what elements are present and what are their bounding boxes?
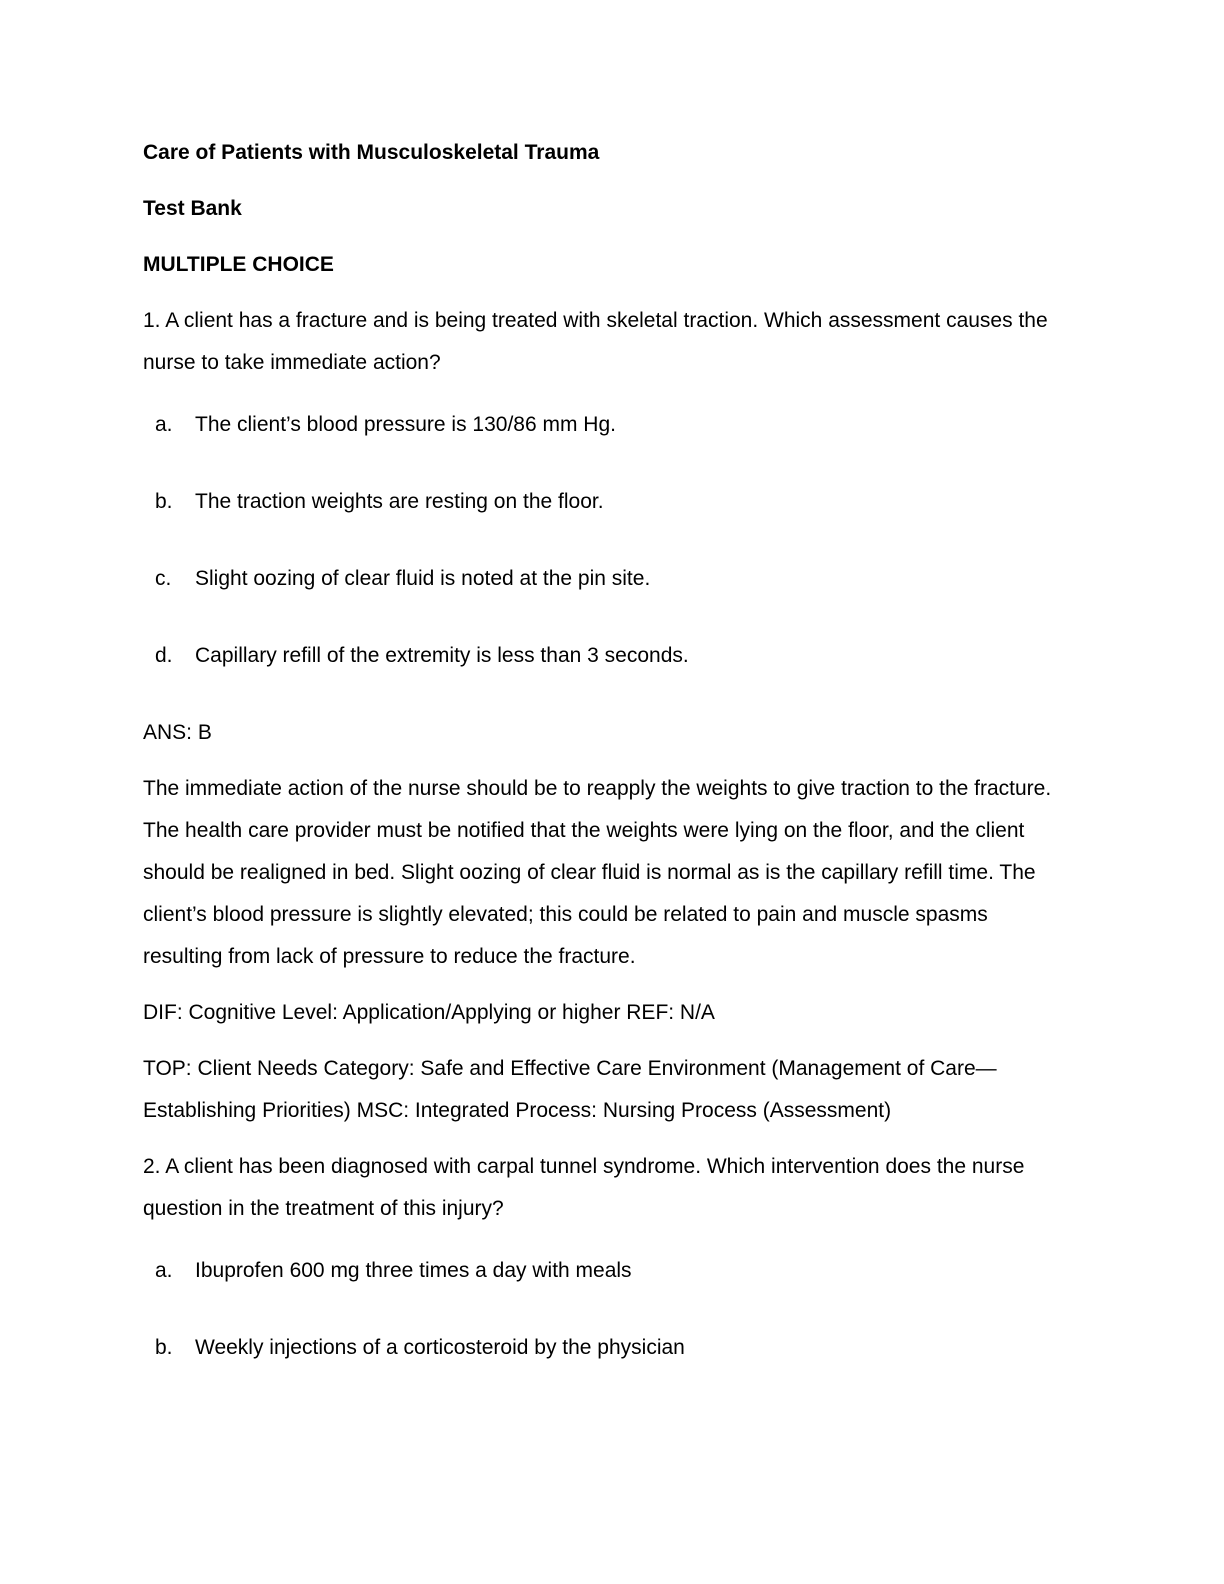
option-row <box>143 404 1060 446</box>
option-letter: a. <box>155 1259 173 1282</box>
option-text: Weekly injections of a corticosteroid by the physician <box>195 1336 685 1359</box>
question-2-options <box>143 1250 1060 1369</box>
option-row <box>143 1250 1060 1292</box>
option-row <box>143 558 1060 600</box>
question-1-options <box>143 404 1060 677</box>
option-text: The traction weights are resting on the floor. <box>195 490 604 513</box>
answer-line: ANS: B <box>143 721 212 744</box>
doc-subtitle: Test Bank <box>143 197 242 220</box>
rationale-paragraph: The immediate action of the nurse should be to reapply the weights to give traction to the fracture. The health care provider must be notified that the weights were lying on the floor, and the client should be realigned in bed. Slight oozing of clear fluid is normal as is the capillary refill time. The client’s blood pressure is slightly elevated; this could be related to pain and muscle spasms resulting from lack of pressure to reduce the fracture. <box>143 777 1052 968</box>
option-row <box>143 1327 1060 1369</box>
top-line: TOP: Client Needs Category: Safe and Effective Care Environment (Management of Care—Establishing Priorities) MSC: Integrated Process: Nursing Process (Assessment) <box>143 1057 997 1122</box>
option-text: Slight oozing of clear fluid is noted at the pin site. <box>195 567 651 590</box>
option-text: Capillary refill of the extremity is less than 3 seconds. <box>195 644 689 667</box>
option-letter: b. <box>155 490 173 513</box>
option-row <box>143 635 1060 677</box>
option-letter: a. <box>155 413 173 436</box>
question-1-stem: 1. A client has a fracture and is being treated with skeletal traction. Which assessment causes the nurse to take immediate action? <box>143 309 1048 374</box>
question-2-stem: 2. A client has been diagnosed with carpal tunnel syndrome. Which intervention does the nurse question in the treatment of this injury? <box>143 1155 1025 1220</box>
dif-line: DIF: Cognitive Level: Application/Applying or higher REF: N/A <box>143 1001 715 1024</box>
doc-title: Care of Patients with Musculoskeletal Trauma <box>143 141 600 164</box>
option-letter: b. <box>155 1336 173 1359</box>
option-letter: d. <box>155 644 173 667</box>
option-text: The client’s blood pressure is 130/86 mm Hg. <box>195 413 616 436</box>
option-row <box>143 481 1060 523</box>
option-letter: c. <box>155 567 172 590</box>
option-text: Ibuprofen 600 mg three times a day with meals <box>195 1259 632 1282</box>
section-heading: MULTIPLE CHOICE <box>143 253 334 276</box>
